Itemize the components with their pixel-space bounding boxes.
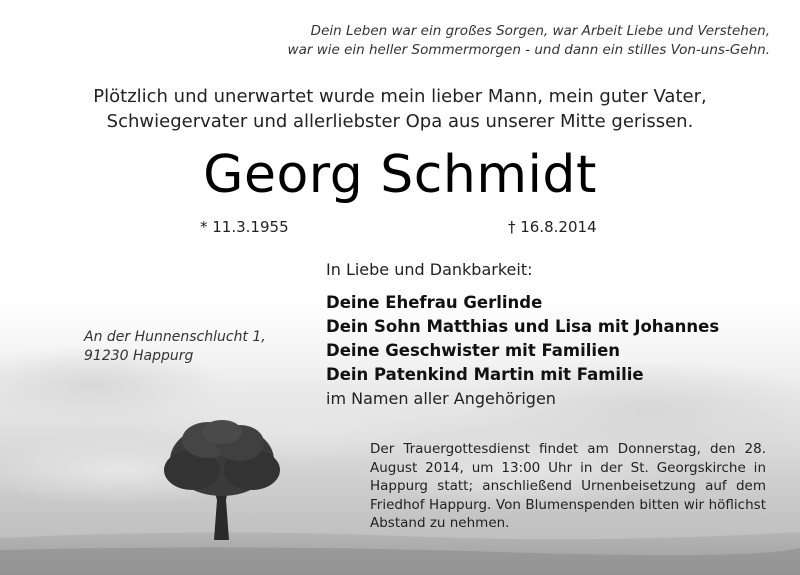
funeral-service-info: Der Trauergottesdienst findet am Donnerstag, den 28. August 2014, um 13:00 Uhr in der St. Georgskirche in Happurg statt; anschließend Urnenbeisetzung auf dem Friedhof Happurg. Von Blumenspenden bitten wir höflichst Abstand zu nehmen. bbox=[370, 441, 766, 531]
death-date: † 16.8.2014 bbox=[508, 218, 597, 236]
poem bbox=[250, 22, 770, 60]
thanks-heading: In Liebe und Dankbarkeit: bbox=[326, 260, 533, 279]
intro-line: Plötzlich und unerwartet wurde mein lieber Mann, mein guter Vater, bbox=[93, 86, 707, 107]
address-city: 91230 Happurg bbox=[84, 348, 194, 364]
deceased-name: Georg Schmidt bbox=[203, 145, 597, 205]
birth-date: * 11.3.1955 bbox=[200, 218, 289, 236]
intro-line: Schwiegervater und allerliebster Opa aus unserer Mitte gerissen. bbox=[106, 111, 694, 132]
tree-illustration bbox=[164, 420, 280, 540]
behalf-line: im Namen aller Angehörigen bbox=[326, 389, 556, 408]
family-list bbox=[326, 291, 719, 387]
address-street: An der Hunnenschlucht 1, bbox=[84, 329, 266, 345]
family-member: Deine Ehefrau Gerlinde bbox=[326, 293, 543, 312]
family-member: Dein Sohn Matthias und Lisa mit Johannes bbox=[326, 317, 720, 336]
poem-line: Dein Leben war ein großes Sorgen, war Arbeit Liebe und Verstehen, bbox=[310, 23, 770, 39]
intro-text bbox=[60, 84, 740, 134]
family-member: Dein Patenkind Martin mit Familie bbox=[326, 365, 644, 384]
poem-line: war wie ein heller Sommermorgen - und dann ein stilles Von-uns-Gehn. bbox=[287, 42, 770, 58]
family-member: Deine Geschwister mit Familien bbox=[326, 341, 621, 360]
address bbox=[84, 328, 266, 366]
